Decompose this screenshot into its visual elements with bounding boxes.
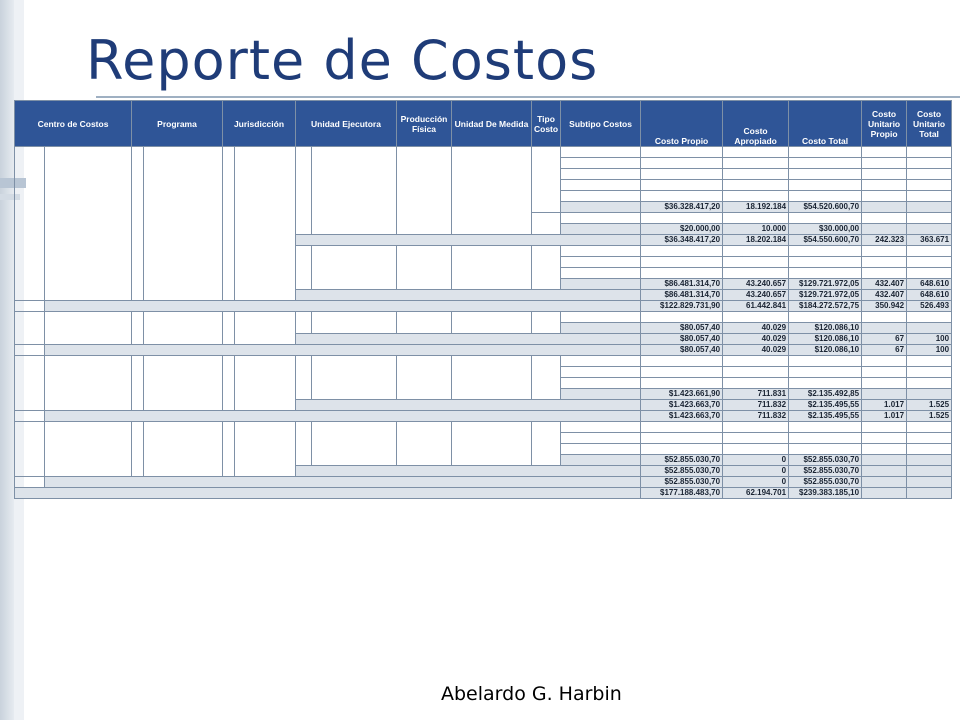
value-cell: 432.407 [862,290,907,301]
value-cell: 526.493 [907,301,952,312]
empty-cell [862,191,907,202]
programa-name [144,147,223,301]
value-cell: 711.831 [723,389,789,400]
value-cell: $36.348.417,20 [641,235,723,246]
value-cell: $120.086,10 [789,334,862,345]
empty-cell [15,411,45,422]
empty-cell [862,224,907,235]
centro-total-label [45,301,641,312]
produccion-fisica [397,422,452,466]
empty-cell [862,312,907,323]
value-cell [789,367,862,378]
empty-cell [907,257,952,268]
empty-cell [907,268,952,279]
value-cell [723,312,789,323]
value-cell: 242.323 [862,235,907,246]
centro-name [45,356,132,411]
value-cell: 67 [862,345,907,356]
empty-cell [862,367,907,378]
value-cell: $2.135.492,85 [789,389,862,400]
programa-name [144,312,223,345]
value-cell: $80.057,40 [641,334,723,345]
value-cell: 10.000 [723,224,789,235]
cost-report-table-wrap [14,100,952,499]
unidad-ejecutora-total-label [296,235,641,246]
programa-num [132,147,144,301]
jurisdiccion-num [223,422,235,477]
value-cell [723,147,789,158]
subtipo-label [561,246,641,257]
empty-cell [907,389,952,400]
value-cell [723,213,789,224]
value-cell: $184.272.572,75 [789,301,862,312]
tipo-costo [532,356,561,400]
empty-cell [15,477,45,488]
empty-cell [862,246,907,257]
value-cell [789,268,862,279]
table-row [15,422,952,433]
jurisdiccion-num [223,356,235,411]
empty-cell [862,356,907,367]
cost-report-table [14,100,952,499]
header-unit-total: Costo Unitario Total [907,101,952,147]
programa-name [144,422,223,477]
table-row [15,312,952,323]
value-cell [723,268,789,279]
value-cell: 432.407 [862,279,907,290]
value-cell: 18.192.184 [723,202,789,213]
jurisdiccion-name [235,422,296,477]
empty-cell [862,147,907,158]
value-cell: 40.029 [723,334,789,345]
value-cell: 1.525 [907,411,952,422]
empty-cell [907,169,952,180]
value-cell [789,169,862,180]
subtotal-label [561,323,641,334]
empty-cell [907,356,952,367]
centro-name [45,422,132,477]
value-cell [641,246,723,257]
empty-cell [862,488,907,499]
value-cell [641,257,723,268]
slide-title: Reporte de Costos [86,29,599,92]
empty-cell [862,466,907,477]
ue-name [312,312,397,334]
subtipo-label [561,158,641,169]
subtipo-label [561,422,641,433]
value-cell [641,433,723,444]
jurisdiccion-name [235,312,296,345]
value-cell: 648.610 [907,290,952,301]
header-unidad-medida: Unidad De Medida [452,101,532,147]
value-cell: $54.520.600,70 [789,202,862,213]
tipo-costo [532,246,561,290]
empty-cell [862,455,907,466]
ue-num [296,422,312,466]
value-cell: 62.194.701 [723,488,789,499]
subtipo-label [561,356,641,367]
empty-cell [907,246,952,257]
subtipo-label [561,191,641,202]
unidad-medida [452,147,532,235]
left-decorative-band [0,0,14,720]
value-cell: $54.550.600,70 [789,235,862,246]
subtipo-label [561,433,641,444]
value-cell [641,180,723,191]
header-costo-apropiado: Costo Apropiado [723,101,789,147]
empty-cell [862,169,907,180]
ue-num [296,312,312,334]
value-cell: $2.135.495,55 [789,411,862,422]
jurisdiccion-num [223,312,235,345]
unidad-ejecutora-total-label [296,466,641,477]
value-cell [723,169,789,180]
value-cell: 100 [907,345,952,356]
value-cell [723,422,789,433]
value-cell [641,378,723,389]
subtipo-label [561,213,641,224]
empty-cell [907,433,952,444]
unidad-medida [452,422,532,466]
subtipo-label [561,312,641,323]
value-cell: $1.423.661,90 [641,389,723,400]
centro-code [15,356,45,411]
table-row [15,147,952,158]
value-cell [789,444,862,455]
value-cell: $2.135.495,55 [789,400,862,411]
jurisdiccion-name [235,147,296,301]
value-cell: $120.086,10 [789,345,862,356]
value-cell: 711.832 [723,400,789,411]
unidad-medida [452,312,532,334]
value-cell: 1.525 [907,400,952,411]
ue-num [296,147,312,235]
empty-cell [907,488,952,499]
value-cell [789,191,862,202]
empty-cell [15,301,45,312]
grand-total-label [15,488,641,499]
value-cell [789,147,862,158]
empty-cell [907,191,952,202]
programa-num [132,356,144,411]
unidad-ejecutora-total-label [296,400,641,411]
value-cell [641,356,723,367]
empty-cell [862,433,907,444]
value-cell: $86.481.314,70 [641,290,723,301]
centro-code [15,147,45,301]
centro-total-label [45,477,641,488]
table-row [15,356,952,367]
value-cell: 363.671 [907,235,952,246]
value-cell: $30.000,00 [789,224,862,235]
value-cell: $239.383.185,10 [789,488,862,499]
centro-total-label [45,345,641,356]
value-cell: $52.855.030,70 [789,477,862,488]
value-cell [723,367,789,378]
table-row [15,411,952,422]
subtipo-label [561,367,641,378]
value-cell: 648.610 [907,279,952,290]
value-cell [641,268,723,279]
value-cell [789,378,862,389]
value-cell: $129.721.972,05 [789,290,862,301]
value-cell: $52.855.030,70 [789,466,862,477]
value-cell [641,422,723,433]
value-cell: $20.000,00 [641,224,723,235]
table-row [15,477,952,488]
empty-cell [907,323,952,334]
subtotal-label [561,202,641,213]
tipo-costo [532,147,561,213]
programa-num [132,312,144,345]
empty-cell [862,389,907,400]
empty-cell [907,367,952,378]
value-cell: $52.855.030,70 [641,466,723,477]
table-row [15,488,952,499]
value-cell: 100 [907,334,952,345]
empty-cell [862,268,907,279]
header-programa: Programa [132,101,223,147]
empty-cell [862,444,907,455]
unidad-ejecutora-total-label [296,334,641,345]
subtipo-label [561,378,641,389]
value-cell: $86.481.314,70 [641,279,723,290]
programa-num [132,422,144,477]
empty-cell [862,180,907,191]
subtipo-label [561,147,641,158]
title-rule [96,96,960,98]
value-cell: $80.057,40 [641,345,723,356]
empty-cell [862,158,907,169]
empty-cell [862,202,907,213]
centro-code [15,312,45,345]
value-cell: 43.240.657 [723,279,789,290]
empty-cell [907,202,952,213]
header-jurisdiccion: Jurisdicción [223,101,296,147]
empty-cell [907,455,952,466]
ue-num [296,356,312,400]
value-cell: 67 [862,334,907,345]
value-cell [789,422,862,433]
value-cell [641,213,723,224]
value-cell [789,180,862,191]
value-cell [723,246,789,257]
subtipo-label [561,257,641,268]
value-cell: 43.240.657 [723,290,789,301]
value-cell: 1.017 [862,400,907,411]
empty-cell [862,378,907,389]
value-cell: $52.855.030,70 [789,455,862,466]
header-unit-propio: Costo Unitario Propio [862,101,907,147]
ue-num [296,246,312,290]
jurisdiccion-num [223,147,235,301]
value-cell [789,246,862,257]
value-cell: 711.832 [723,411,789,422]
empty-cell [907,422,952,433]
empty-cell [907,180,952,191]
empty-cell [907,466,952,477]
value-cell [789,356,862,367]
produccion-fisica [397,356,452,400]
subtotal-label [561,224,641,235]
header-tipo-costo: Tipo Costo [532,101,561,147]
centro-total-label [45,411,641,422]
ue-name [312,246,397,290]
empty-cell [862,323,907,334]
empty-cell [907,477,952,488]
value-cell: $120.086,10 [789,323,862,334]
empty-cell [15,345,45,356]
value-cell [723,356,789,367]
table-row [15,345,952,356]
empty-cell [907,444,952,455]
subtipo-label [561,268,641,279]
empty-cell [907,158,952,169]
empty-cell [907,147,952,158]
value-cell [641,367,723,378]
value-cell: 18.202.184 [723,235,789,246]
value-cell: $52.855.030,70 [641,477,723,488]
tipo-costo [532,312,561,334]
value-cell [789,213,862,224]
value-cell [789,312,862,323]
header-costo-propio: Costo Propio [641,101,723,147]
empty-cell [907,224,952,235]
centro-name [45,147,132,301]
subtotal-label [561,455,641,466]
programa-name [144,356,223,411]
value-cell: $129.721.972,05 [789,279,862,290]
value-cell [723,257,789,268]
produccion-fisica [397,147,452,235]
subtotal-label [561,279,641,290]
empty-cell [862,477,907,488]
header-produccion: Producción Física [397,101,452,147]
value-cell: 61.442.841 [723,301,789,312]
value-cell [641,158,723,169]
value-cell: $52.855.030,70 [641,455,723,466]
tipo-costo [532,422,561,466]
value-cell: $1.423.663,70 [641,411,723,422]
value-cell [723,444,789,455]
value-cell [723,191,789,202]
value-cell [723,158,789,169]
value-cell: 0 [723,466,789,477]
unidad-medida [452,356,532,400]
empty-cell [907,312,952,323]
value-cell [723,433,789,444]
empty-cell [862,422,907,433]
centro-code [15,422,45,477]
header-centro: Centro de Costos [15,101,132,147]
unidad-ejecutora-total-label [296,290,641,301]
produccion-fisica [397,246,452,290]
subtotal-label [561,389,641,400]
value-cell: $1.423.663,70 [641,400,723,411]
header-costo-total: Costo Total [789,101,862,147]
subtipo-label [561,169,641,180]
value-cell: 40.029 [723,345,789,356]
jurisdiccion-name [235,356,296,411]
table-row [15,301,952,312]
ue-name [312,356,397,400]
empty-cell [907,378,952,389]
value-cell [723,180,789,191]
value-cell [641,312,723,323]
header-unidad-ejecutora: Unidad Ejecutora [296,101,397,147]
empty-cell [907,213,952,224]
value-cell [641,147,723,158]
value-cell [789,433,862,444]
subtipo-label [561,444,641,455]
value-cell [641,444,723,455]
value-cell: 40.029 [723,323,789,334]
value-cell: $122.829.731,90 [641,301,723,312]
produccion-fisica [397,312,452,334]
value-cell: 1.017 [862,411,907,422]
header-subtipo: Subtipo Costos [561,101,641,147]
empty-cell [862,257,907,268]
author-footer: Abelardo G. Harbin [441,683,622,705]
tipo-costo [532,213,561,235]
unidad-medida [452,246,532,290]
centro-name [45,312,132,345]
value-cell [789,257,862,268]
subtipo-label [561,180,641,191]
value-cell: 0 [723,455,789,466]
value-cell: $80.057,40 [641,323,723,334]
value-cell [789,158,862,169]
value-cell [641,191,723,202]
ue-name [312,422,397,466]
value-cell [641,169,723,180]
value-cell: 0 [723,477,789,488]
empty-cell [862,213,907,224]
value-cell: $177.188.483,70 [641,488,723,499]
value-cell [723,378,789,389]
value-cell: 350.942 [862,301,907,312]
ue-name [312,147,397,235]
value-cell: $36.328.417,20 [641,202,723,213]
